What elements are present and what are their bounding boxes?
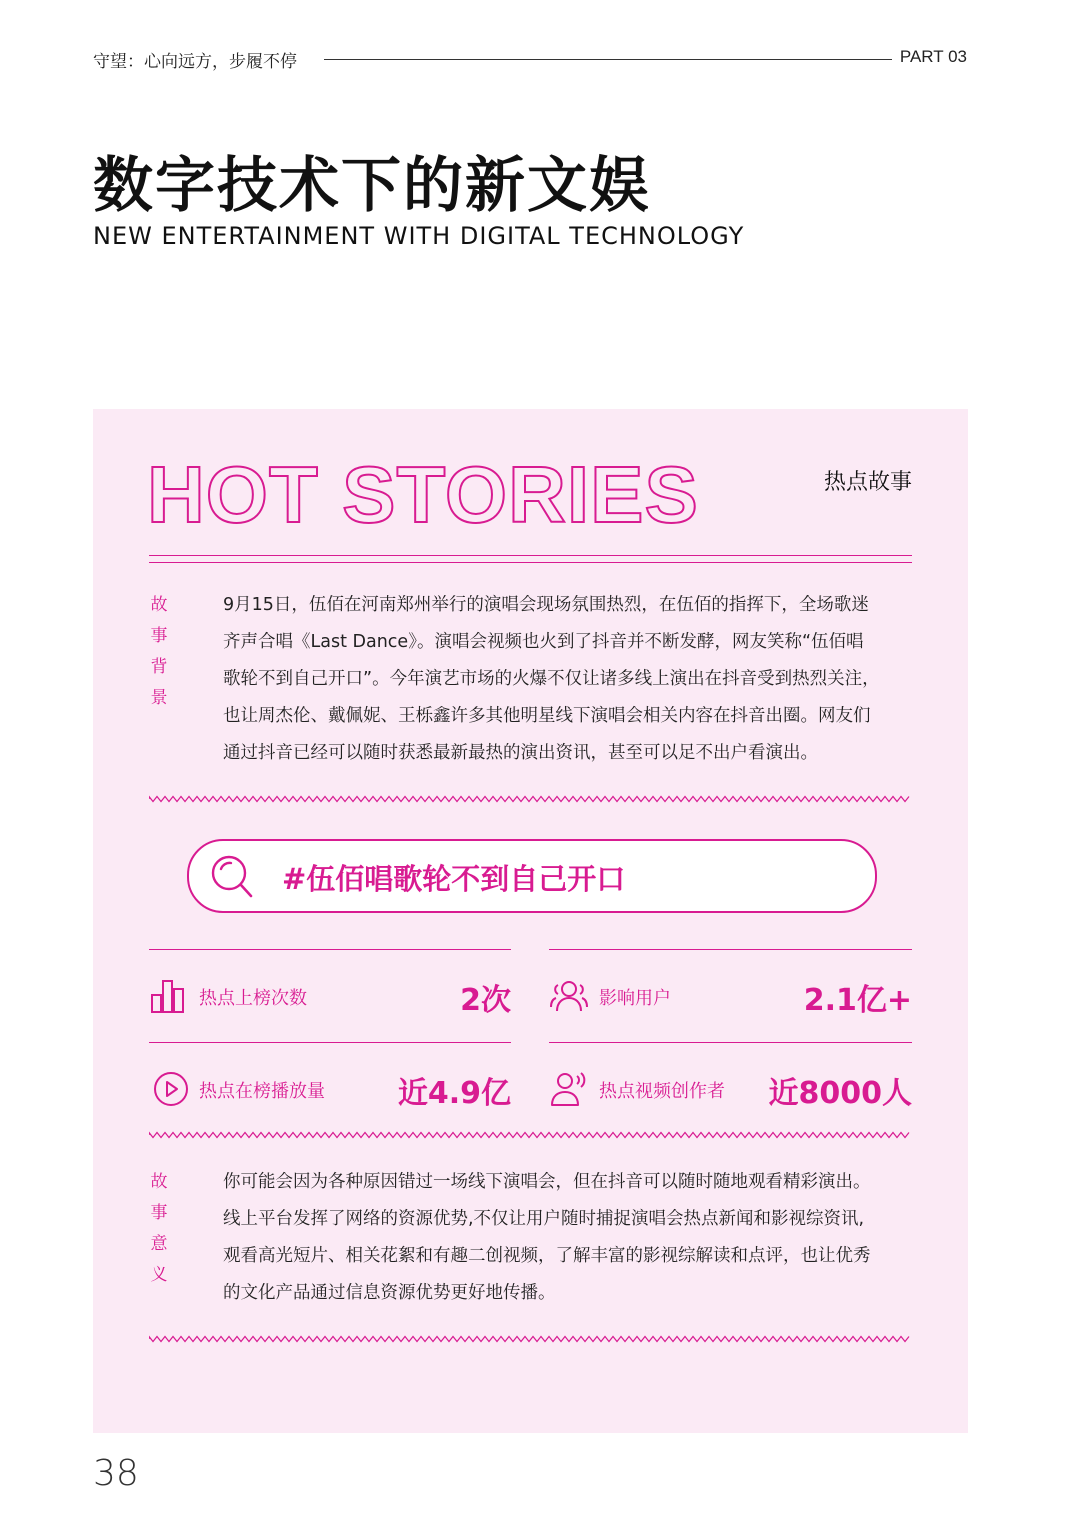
background-paragraph bbox=[223, 587, 913, 772]
hashtag-text: #伍佰唱歌轮不到自己开口 bbox=[282, 862, 626, 896]
creator-icon bbox=[549, 1070, 589, 1108]
double-rule bbox=[149, 555, 912, 563]
stat-value: 2次 bbox=[460, 983, 511, 1018]
page-header-left: 守望：心向远方，步履不停 bbox=[93, 52, 297, 72]
stats-rule bbox=[549, 949, 912, 950]
stat-label: 热点上榜次数 bbox=[199, 988, 307, 1009]
background-label-char: 故 bbox=[150, 595, 168, 615]
hot-stories-title-cn: 热点故事 bbox=[823, 470, 912, 495]
stats-rule bbox=[149, 949, 511, 950]
meaning-label-char: 义 bbox=[150, 1265, 168, 1285]
meaning-label-char: 故 bbox=[150, 1172, 168, 1192]
background-label bbox=[149, 590, 169, 714]
stats-rule bbox=[149, 1042, 511, 1043]
paragraph-line: 歌轮不到自己开口”。今年演艺市场的火爆不仅让诸多线上演出在抖音受到热烈关注， bbox=[223, 669, 880, 689]
stat-label: 热点视频创作者 bbox=[599, 1081, 725, 1102]
hot-stories-card bbox=[93, 409, 968, 1433]
hashtag-search-bar[interactable] bbox=[187, 839, 877, 913]
users-icon bbox=[549, 977, 589, 1015]
search-icon bbox=[209, 851, 255, 901]
page-number: 38 bbox=[93, 1453, 139, 1494]
paragraph-line: 通过抖音已经可以随时获悉最新最热的演出资讯，甚至可以足不出户看演出。 bbox=[223, 743, 818, 763]
page-subtitle: NEW ENTERTAINMENT WITH DIGITAL TECHNOLOGY bbox=[93, 222, 745, 250]
wave-divider bbox=[149, 1131, 912, 1139]
stat-creators bbox=[549, 1060, 912, 1118]
wave-divider bbox=[149, 1335, 912, 1343]
stat-affected-users bbox=[549, 967, 912, 1025]
paragraph-line: 线上平台发挥了网络的资源优势,不仅让用户随时捕捉演唱会热点新闻和影视综资讯, bbox=[223, 1209, 865, 1229]
meaning-label-char: 意 bbox=[150, 1234, 168, 1254]
meaning-paragraph bbox=[223, 1164, 913, 1312]
paragraph-line: 也让周杰伦、戴佩妮、王栎鑫许多其他明星线下演唱会相关内容在抖音出圈。网友们 bbox=[223, 706, 871, 726]
stat-plays bbox=[149, 1060, 511, 1118]
page-title: 数字技术下的新文娱 bbox=[93, 151, 651, 221]
hot-stories-title: HOT STORIES bbox=[147, 450, 699, 539]
stat-value: 近4.9亿 bbox=[397, 1076, 511, 1111]
paragraph-line: 齐声合唱《Last Dance》。演唱会视频也火到了抖音并不断发酵，网友笑称“伍佰唱 bbox=[223, 632, 864, 652]
header-rule bbox=[324, 59, 892, 60]
stat-hot-list-count bbox=[149, 967, 511, 1025]
stat-value: 2.1亿+ bbox=[803, 983, 912, 1018]
paragraph-line: 你可能会因为各种原因错过一场线下演唱会，但在抖音可以随时随地观看精彩演出。 bbox=[223, 1172, 871, 1192]
paragraph-line: 9月15日，伍佰在河南郑州举行的演唱会现场氛围热烈，在伍佰的指挥下，全场歌迷 bbox=[223, 595, 869, 615]
meaning-label bbox=[149, 1167, 169, 1291]
background-label-char: 事 bbox=[150, 626, 168, 646]
meaning-label-char: 事 bbox=[150, 1203, 168, 1223]
background-label-char: 景 bbox=[150, 688, 168, 708]
paragraph-line: 观看高光短片、相关花絮和有趣二创视频，了解丰富的影视综解读和点评，也让优秀 bbox=[223, 1246, 871, 1266]
wave-divider bbox=[149, 795, 912, 803]
background-label-char: 背 bbox=[150, 657, 168, 677]
stat-value: 近8000人 bbox=[768, 1076, 912, 1111]
part-label: PART 03 bbox=[899, 47, 967, 66]
stat-label: 热点在榜播放量 bbox=[199, 1081, 325, 1102]
paragraph-line: 的文化产品通过信息资源优势更好地传播。 bbox=[223, 1283, 556, 1303]
bar-chart-icon bbox=[149, 977, 189, 1015]
stat-label: 影响用户 bbox=[599, 988, 671, 1009]
stats-rule bbox=[549, 1042, 912, 1043]
play-icon bbox=[149, 1070, 189, 1108]
